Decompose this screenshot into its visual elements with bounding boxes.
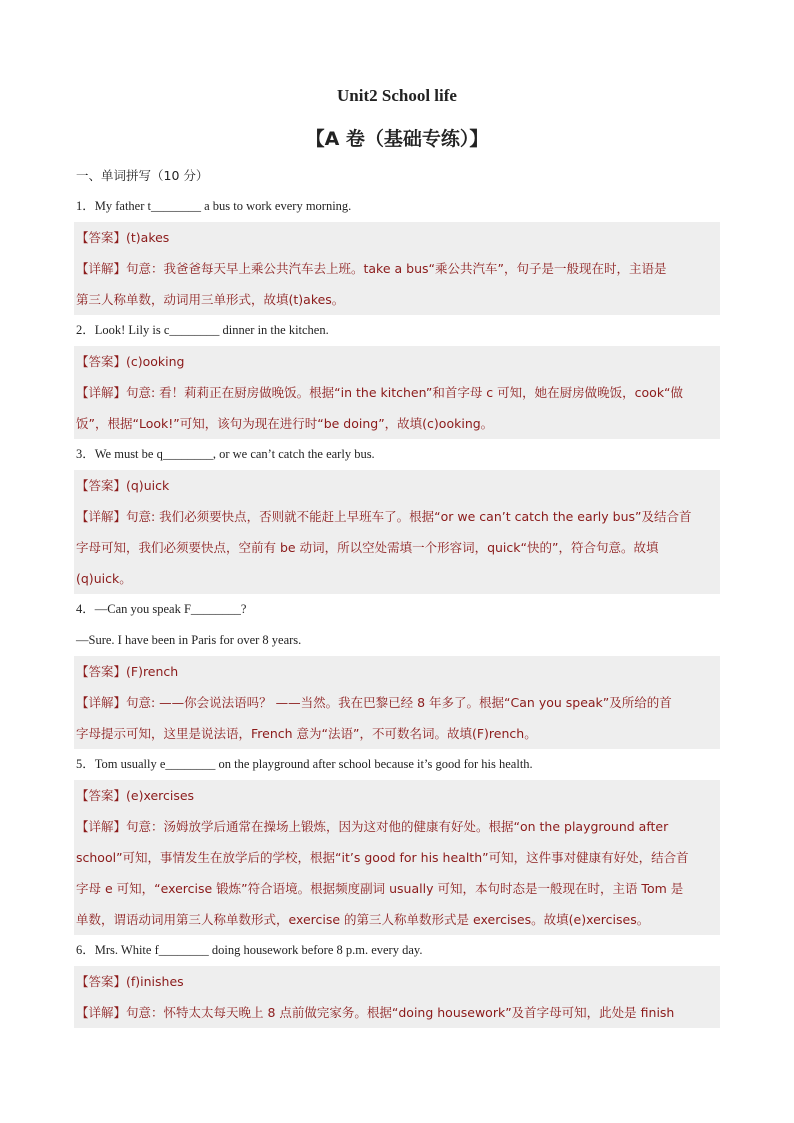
question-5: 5．Tom usually e________ on the playground after school because it’s good for his health. [76, 757, 533, 771]
section-heading: 一、单词拼写（10 分） [76, 168, 209, 183]
question-1: 1．My father t________ a bus to work every morning. [76, 199, 352, 213]
answer-line: 【答案】(t)akes [76, 230, 170, 245]
explanation-line: 【详解】句意：我爸爸每天早上乘公共汽车去上班。take a bus“乘公共汽车”，句子是一般现在时，主语是 [76, 261, 667, 276]
answer-box-5 [74, 780, 720, 935]
explanation-line: 【详解】句意: ——你会说法语吗？ ——当然。我在巴黎已经 8 年多了。根据“Can you speak”及所给的首 [76, 695, 672, 710]
answer-box-6 [74, 966, 720, 1028]
explanation-line: 字母可知，我们必须要快点，空前有 be 动词，所以空处需填一个形容词，quick“快的”，符合句意。故填 [76, 540, 659, 555]
question-3: 3．We must be q________, or we can’t catch the early bus. [76, 447, 375, 461]
answer-box-1 [74, 222, 720, 315]
explanation-line: 字母 e 可知，“exercise 锻炼”符合语境。根据频度副词 usually 可知，本句时态是一般现在时，主语 Tom 是 [76, 881, 684, 896]
answer-box-3 [74, 470, 720, 594]
answer-line: 【答案】(c)ooking [76, 354, 185, 369]
explanation-line: 【详解】句意：怀特太太每天晚上 8 点前做完家务。根据“doing housework”及首字母可知，此处是 finish [76, 1005, 675, 1020]
explanation-line: (q)uick。 [76, 571, 132, 586]
document-subtitle: 【A 卷（基础专练）】 [305, 128, 489, 150]
answer-line: 【答案】(e)xercises [76, 788, 195, 803]
explanation-line: 【详解】句意：汤姆放学后通常在操场上锻炼，因为这对他的健康有好处。根据“on the playground after [76, 819, 669, 834]
question-2: 2．Look! Lily is c________ dinner in the kitchen. [76, 323, 329, 337]
answer-line: 【答案】(f)inishes [76, 974, 184, 989]
answer-box-2 [74, 346, 720, 439]
explanation-line: 【详解】句意: 我们必须要快点，否则就不能赶上早班车了。根据“or we can’t catch the early bus”及结合首 [76, 509, 692, 524]
explanation-line: 饭”，根据“Look!”可知，该句为现在进行时“be doing”，故填(c)ooking。 [76, 416, 494, 431]
answer-box-4 [74, 656, 720, 749]
question-4: 4．—Can you speak F________? [76, 602, 247, 616]
explanation-line: 字母提示可知，这里是说法语，French 意为“法语”，不可数名词。故填(F)rench。 [76, 726, 537, 741]
explanation-line: school”可知，事情发生在放学后的学校，根据“it’s good for his health”可知，这件事对健康有好处，结合首 [76, 850, 689, 865]
question-4-response: —Sure. I have been in Paris for over 8 years. [76, 633, 302, 647]
explanation-line: 【详解】句意: 看！莉莉正在厨房做晚饭。根据“in the kitchen”和首字母 c 可知，她在厨房做晚饭，cook“做 [76, 385, 684, 400]
explanation-line: 第三人称单数，动词用三单形式，故填(t)akes。 [76, 292, 345, 307]
question-6: 6．Mrs. White f________ doing housework before 8 p.m. every day. [76, 943, 423, 957]
document-title: Unit2 School life [337, 86, 457, 105]
answer-line: 【答案】(q)uick [76, 478, 170, 493]
explanation-line: 单数，谓语动词用第三人称单数形式，exercise 的第三人称单数形式是 exercises。故填(e)xercises。 [76, 912, 650, 927]
exercise-list [74, 191, 720, 1028]
answer-line: 【答案】(F)rench [76, 664, 179, 679]
